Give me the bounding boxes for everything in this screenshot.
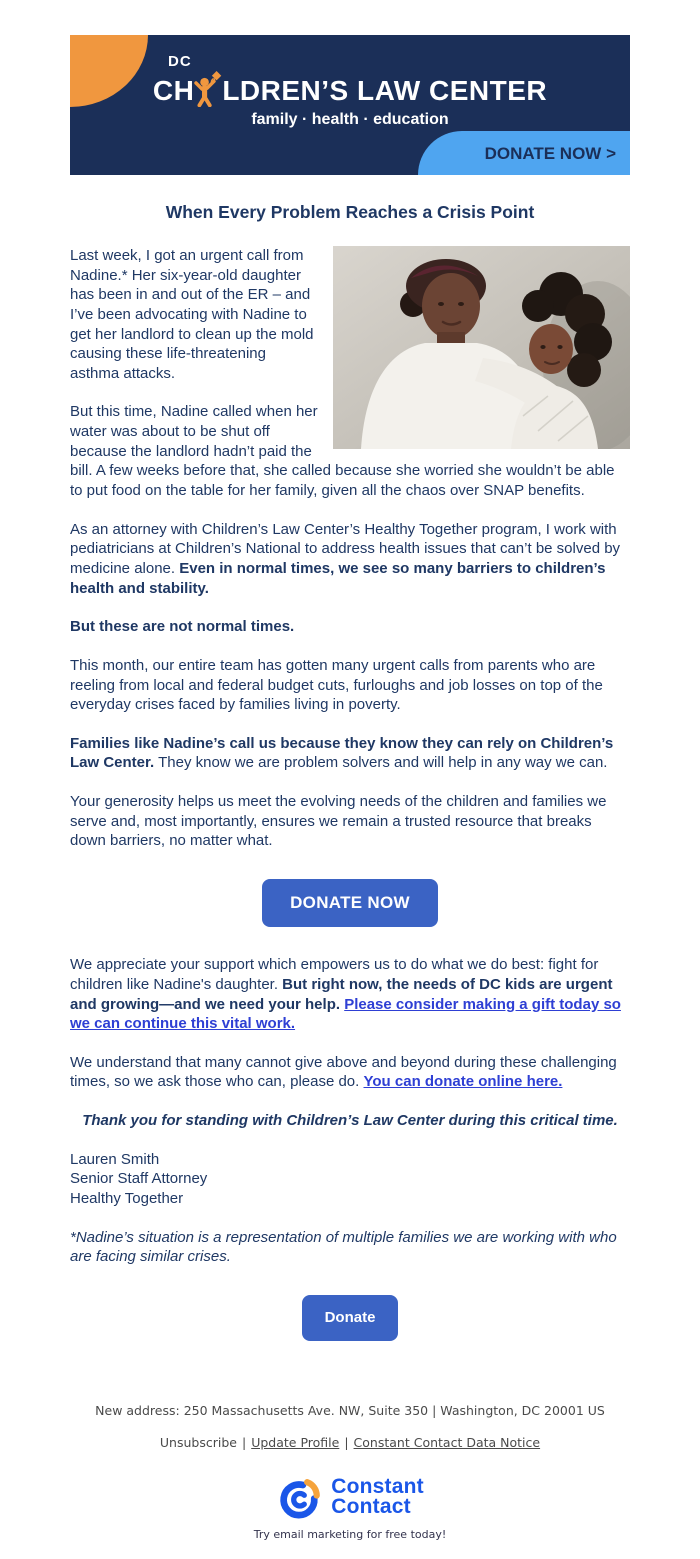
paragraph: As an attorney with Children’s Law Center’s Healthy Together program, I work with pediatricians at Children’s National to address health issues that can’t be solved by medicine alone. Even in normal times, we see so many barriers to children’s health and stability. (70, 520, 621, 597)
mother-daughter-photo (333, 246, 630, 449)
donate-now-button[interactable]: DONATE NOW (262, 879, 438, 927)
paragraph: Families like Nadine’s call us because they know they can rely on Children’s Law Center. They know we are problem solvers and will help in any way we can. (70, 734, 614, 772)
donate-button[interactable]: Donate (302, 1295, 399, 1341)
thank-you-line: Thank you for standing with Children’s Law Center during this critical time. (82, 1112, 618, 1130)
paragraph: Your generosity helps us meet the evolving needs of the children and families we serve and, most importantly, ensures we remain a trusted resource that breaks down barriers, no matter what. (70, 793, 607, 850)
unsubscribe-link[interactable]: Unsubscribe (159, 1434, 237, 1450)
email-footer (70, 1403, 630, 1559)
signature-program: Healthy Together (70, 1190, 184, 1208)
paragraph: This month, our entire team has gotten many urgent calls from parents who are reeling from local and federal budget cuts, furloughs and job losses on top of the everyday crises faced by families living in poverty. (70, 656, 603, 714)
paragraph: We appreciate your support which empowers us to do what we do best: fight for children like Nadine's daughter. But right now, the needs of DC kids are urgent and growing—and we need your help. Please consider making a gift today so we can continue this vital work. (70, 956, 621, 1033)
separator: | (241, 1434, 247, 1450)
paragraph: But this time, Nadine called when her water was about to be shut off because the landlord hadn’t paid the bill. A few weeks before that, she called because she worried she wouldn’t be able to put food on the table for her family, given all the chaos over SNAP benefits. (70, 403, 615, 500)
signature-title: Senior Staff Attorney (70, 1170, 208, 1188)
paragraph: We understand that many cannot give above and beyond during these challenging times, so we ask those who can, please do. You can donate online here. (70, 1053, 617, 1091)
separator: | (344, 1434, 349, 1450)
paragraph: Last week, I got an urgent call from Nadine.* Her six-year-old daughter has been in and out of the ER – and I’ve been advocating with Nadine to get her landlord to clean up the mold causing these life-threatening asthma attacks. (70, 247, 314, 382)
cc-tagline: Try email marketing for free today! (253, 1527, 447, 1541)
article (70, 246, 630, 1369)
constant-contact-logo[interactable] (276, 1474, 424, 1520)
logo-name (70, 71, 630, 107)
constant-contact-icon (276, 1474, 322, 1520)
data-notice-link[interactable]: Constant Contact Data Notice (353, 1434, 541, 1450)
constant-contact-wordmark: Constant Contact (331, 1474, 424, 1518)
child-with-kite-icon (193, 71, 223, 107)
primary-cta-row (70, 879, 630, 927)
logo-name-post: LDREN’S LAW CENTER (222, 75, 548, 106)
org-logo (70, 53, 630, 129)
footer-links (70, 1435, 630, 1450)
header-donate-button[interactable]: DONATE NOW > (418, 131, 630, 175)
footnote: *Nadine’s situation is a representation of multiple families we are working with who are facing similar crises. (70, 1228, 617, 1266)
email-body (70, 0, 630, 1559)
update-profile-link[interactable]: Update Profile (251, 1434, 340, 1450)
logo-dc-text: DC (168, 53, 192, 70)
header-banner (70, 35, 630, 175)
signature-block (70, 1150, 630, 1209)
signature-name: Lauren Smith (70, 1150, 160, 1168)
logo-name-pre: CH (152, 75, 195, 106)
footer-address: New address: 250 Massachusetts Ave. NW, Suite 350 | Washington, DC 20001 US (95, 1402, 605, 1418)
inline-link[interactable]: Please consider making a gift today so we can continue this vital work. (70, 995, 621, 1033)
headline: When Every Problem Reaches a Crisis Point (165, 202, 535, 222)
paragraph: But these are not normal times. (70, 618, 295, 636)
inline-link[interactable]: You can donate online here. (363, 1073, 563, 1091)
secondary-cta-row (70, 1295, 630, 1341)
logo-tagline: family · health · education (251, 111, 449, 128)
